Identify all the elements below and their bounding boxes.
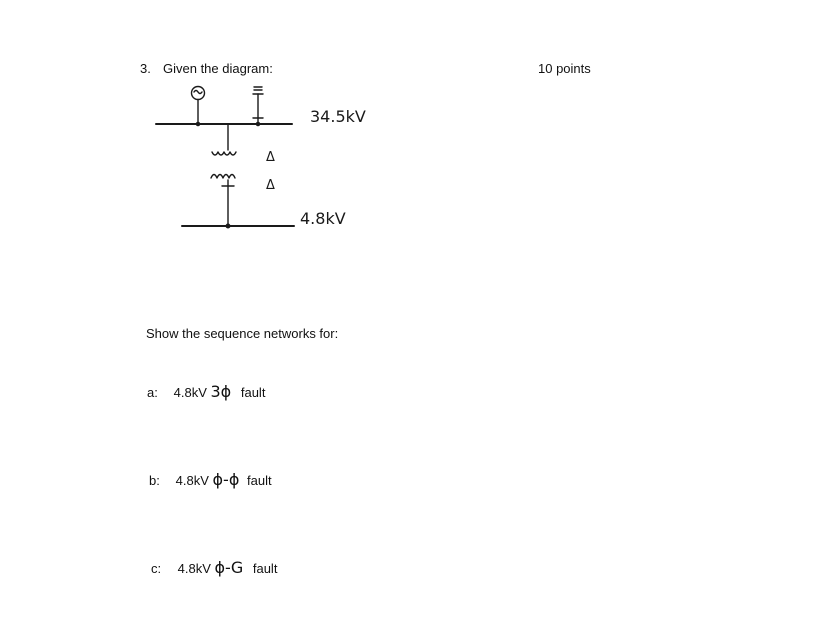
fault-type-symbol: ϕ-ϕ <box>212 470 240 489</box>
generator-symbol <box>192 87 205 125</box>
part-suffix: fault <box>247 473 272 488</box>
question-prompt: Given the diagram: <box>163 61 273 76</box>
transformer-primary-winding <box>212 152 236 155</box>
fault-type-symbol: 3ϕ <box>210 382 232 401</box>
hv-bus-voltage-label: 34.5kV <box>310 107 366 126</box>
points-label: 10 points <box>538 61 591 76</box>
part-voltage: 4.8kV <box>177 561 211 576</box>
primary-connection-delta: Δ <box>266 150 275 165</box>
part-letter: a: <box>147 385 158 400</box>
one-line-diagram <box>150 80 390 240</box>
part-c <box>151 560 277 577</box>
ground-symbol <box>253 87 263 124</box>
sequence-network-instruction: Show the sequence networks for: <box>146 326 339 341</box>
part-suffix: fault <box>252 561 278 576</box>
part-b <box>149 472 272 489</box>
part-voltage: 4.8kV <box>173 385 207 400</box>
transformer-secondary-winding <box>211 175 235 179</box>
fault-type-symbol: ϕ-G <box>214 558 244 577</box>
part-voltage: 4.8kV <box>175 473 209 488</box>
part-letter: c: <box>151 561 162 576</box>
question-number: 3. <box>140 61 151 76</box>
part-letter: b: <box>149 473 160 488</box>
part-suffix: fault <box>240 385 266 400</box>
part-a <box>147 384 265 401</box>
lv-bus-voltage-label: 4.8kV <box>300 209 346 228</box>
secondary-connection-delta: Δ <box>266 178 275 193</box>
